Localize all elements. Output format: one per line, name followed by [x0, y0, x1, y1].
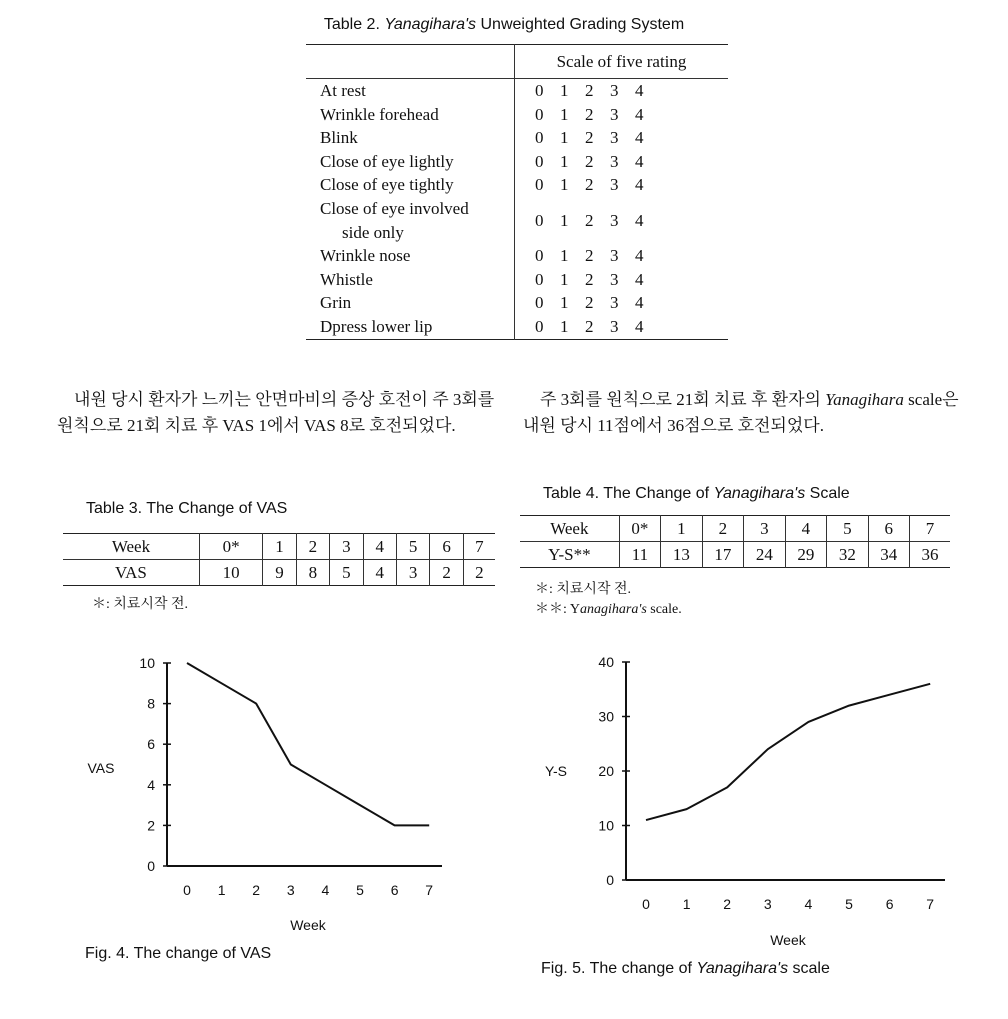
table4-caption-prefix: Table 4. The Change of: [543, 485, 714, 502]
table2-body: [306, 79, 728, 340]
y-tick-label: 4: [147, 776, 155, 793]
table3-data-row: [63, 560, 495, 586]
table3: [63, 533, 495, 586]
table3-row-cell: 10: [199, 560, 262, 586]
table2-scale-value: 0: [535, 175, 544, 195]
fig5-caption-name: Yanagihara's: [696, 960, 789, 977]
table2-scale-value: 2: [585, 151, 594, 171]
x-tick-label: 3: [763, 896, 772, 912]
table2-scale-value: 3: [610, 151, 619, 171]
table4-row-cell: 24: [744, 542, 785, 568]
x-tick-label: 3: [286, 882, 295, 898]
table2-scale-value: 1: [560, 151, 569, 171]
y-axis-label: Y-S: [544, 763, 568, 779]
table4-note2-suffix: scale.: [646, 602, 682, 617]
table2-scale-value: 3: [610, 293, 619, 313]
x-tick-label: 7: [926, 896, 935, 912]
paragraph-yanagihara-before: 주 3회를 원칙으로 21회 치료 후 환자의: [523, 390, 826, 409]
table2-scale-value: 0: [535, 246, 544, 266]
table3-row-cell: 4: [363, 560, 396, 586]
table2-row: [306, 79, 728, 103]
table4-header-cell: 6: [868, 516, 909, 542]
x-tick-label: 2: [723, 896, 732, 912]
table2-header-blank: [306, 45, 515, 79]
x-tick-label: 4: [321, 882, 330, 898]
table2-row-label: [306, 291, 515, 315]
table2-row-label: [306, 315, 515, 339]
table2-row: [306, 291, 728, 315]
table4-row-cell: Y-S**: [548, 544, 591, 564]
series-line: [187, 663, 429, 825]
table2-row-values: [515, 197, 729, 244]
table4-row-cell: 11: [619, 542, 660, 568]
table4-row-cell: 34: [868, 542, 909, 568]
table2-header-row: [306, 45, 728, 79]
table2-row-label-line1: Grin: [320, 293, 352, 313]
table4-caption-suffix: Scale: [805, 485, 850, 502]
table2-row-values: [515, 173, 729, 197]
table2-scale-value: 3: [610, 316, 619, 336]
table2-row-label: [306, 103, 515, 127]
table2-scale-value: 4: [635, 81, 644, 100]
table2-scale-value: 2: [585, 104, 594, 124]
table2-scale-value: 0: [535, 104, 544, 124]
table2-row-label: [306, 197, 515, 244]
table2-row: [306, 103, 728, 127]
y-tick-label: 10: [598, 817, 614, 834]
y-tick-label: 20: [598, 763, 614, 779]
table2-scale-value: 1: [560, 81, 569, 100]
table2-row-label-line1: Dpress lower lip: [320, 316, 433, 336]
table4-row-cell: 32: [827, 542, 868, 568]
table3-header-cell: Week: [111, 536, 151, 556]
table2-scale-value: 3: [610, 269, 619, 289]
table4-data-row: [520, 542, 950, 568]
series-line: [646, 684, 930, 820]
table4-header-cell: 7: [910, 516, 950, 542]
table2-header-scale: Scale of five rating: [556, 51, 687, 71]
table2-scale-value: 2: [585, 293, 594, 313]
table2-scale-value: 0: [535, 269, 544, 289]
fig4-caption: Fig. 4. The change of VAS: [85, 945, 272, 962]
table4-row-cell: 13: [661, 542, 702, 568]
table2-scale-value: 2: [585, 128, 594, 148]
table2-row: [306, 315, 728, 339]
table2-row: [306, 126, 728, 150]
table4-header-row: [520, 516, 950, 542]
x-tick-label: 6: [390, 882, 399, 898]
table4-row-cell: 36: [910, 542, 950, 568]
y-tick-label: 8: [147, 695, 155, 712]
table3-header-cell: 3: [330, 534, 363, 560]
y-tick-label: 30: [598, 708, 614, 725]
table2-scale-value: 3: [610, 104, 619, 124]
x-tick-label: 5: [845, 896, 853, 912]
table3-header-cell: 6: [430, 534, 463, 560]
table4-note2-prefix: ＊＊: Y: [535, 602, 580, 617]
table4-note2-name: anagihara's: [579, 602, 647, 617]
x-tick-label: 0: [183, 882, 191, 898]
x-tick-label: 1: [682, 896, 691, 912]
x-axis-label: Week: [290, 917, 326, 933]
table2-scale-value: 3: [610, 128, 619, 148]
table3-header-cell: 0*: [199, 534, 262, 560]
paragraph-yanagihara-after: scale은 내원 당시 11점에서 36점으로 호전되었다.: [523, 390, 959, 435]
table2-scale-value: 1: [560, 316, 569, 336]
table2-scale-value: 4: [635, 246, 644, 266]
fig5-caption-suffix: scale: [788, 960, 830, 977]
y-tick-label: 40: [598, 654, 614, 670]
table2-scale-value: 3: [610, 246, 619, 266]
table3-header-cell: 7: [463, 534, 495, 560]
table4-note2: [535, 598, 682, 618]
table2-scale-value: 4: [635, 269, 644, 289]
table2-scale-value: 3: [610, 81, 619, 100]
table2-scale-value: 1: [560, 269, 569, 289]
x-tick-label: 6: [885, 896, 894, 912]
y-tick-label: 6: [147, 736, 155, 753]
table2-row-label: [306, 126, 515, 150]
table2: [306, 44, 728, 340]
table3-header-cell: 2: [296, 534, 329, 560]
table2-scale-value: 3: [610, 175, 619, 195]
y-axis-label: VAS: [87, 760, 115, 776]
table2-scale-value: 4: [635, 128, 644, 148]
table4-header-cell: Week: [550, 518, 589, 538]
x-tick-label: 2: [252, 882, 261, 898]
table2-row-label: [306, 244, 515, 268]
y-tick-label: 0: [147, 858, 155, 874]
table2-row: [306, 150, 728, 174]
table3-header-row: [63, 534, 495, 560]
table2-scale-value: 0: [535, 293, 544, 313]
fig5-caption: [541, 960, 830, 978]
table2-row-label: [306, 150, 515, 174]
table3-row-cell: 2: [463, 560, 495, 586]
table2-scale-value: 4: [635, 210, 644, 230]
table2-row-values: [515, 268, 729, 292]
table2-scale-value: 0: [535, 151, 544, 171]
table3-row-cell: 8: [296, 560, 329, 586]
x-tick-label: 1: [217, 882, 226, 898]
paragraph-yanagihara-name: Yanagihara: [825, 390, 904, 409]
table3-header-cell: 4: [363, 534, 396, 560]
table4-header-cell: 4: [785, 516, 826, 542]
table2-scale-value: 4: [635, 151, 644, 171]
paragraph-yanagihara: [523, 387, 963, 439]
table2-row: [306, 173, 728, 197]
table2-caption-prefix: Table 2.: [323, 16, 385, 33]
table2-scale-value: 2: [585, 81, 594, 100]
table2-scale-value: 4: [635, 316, 644, 336]
table2-row-values: [515, 315, 729, 339]
table2-caption-suffix: Unweighted Grading System: [476, 16, 685, 33]
table3-header-cell: 5: [396, 534, 429, 560]
table4-header-cell: 2: [702, 516, 743, 542]
table2-scale-value: 2: [585, 210, 594, 230]
table2-row-label-line1: At rest: [320, 81, 366, 100]
table2-row-label-line1: Close of eye tightly: [320, 175, 454, 195]
table2-row-label: [306, 79, 515, 103]
table2-row-label-line1: Close of eye lightly: [320, 151, 454, 171]
table2-caption: [0, 16, 1008, 34]
table2-scale-value: 0: [535, 81, 544, 100]
table3-row-cell: 3: [396, 560, 429, 586]
table4-note1: ＊: 치료시작 전.: [535, 582, 632, 597]
table2-scale-value: 1: [560, 104, 569, 124]
table2-row-label: [306, 173, 515, 197]
paragraph-vas: 내원 당시 환자가 느끼는 안면마비의 증상 호전이 주 3회를 원칙으로 21회 치료 후 VAS 1에서 VAS 8로 호전되었다.: [57, 390, 495, 435]
x-axis-label: Week: [770, 932, 806, 948]
table3-row-cell: 5: [330, 560, 363, 586]
table2-row-values: [515, 126, 729, 150]
table2-scale-value: 2: [585, 246, 594, 266]
table2-scale-value: 0: [535, 316, 544, 336]
table2-row-label-line1: Close of eye involved: [320, 198, 469, 218]
table4-header-cell: 5: [827, 516, 868, 542]
table2-scale-value: 4: [635, 104, 644, 124]
table2-scale-value: 1: [560, 210, 569, 230]
table2-row: [306, 197, 728, 244]
table2-scale-value: 1: [560, 128, 569, 148]
table4-row-cell: 29: [785, 542, 826, 568]
table2-row: [306, 244, 728, 268]
table3-caption: Table 3. The Change of VAS: [86, 500, 288, 517]
y-tick-label: 2: [147, 817, 155, 834]
table2-row-label-line1: Whistle: [320, 269, 373, 289]
table4-header-cell: 0*: [619, 516, 660, 542]
y-tick-label: 0: [606, 872, 614, 888]
table2-row-values: [515, 79, 729, 103]
table2-scale-value: 3: [610, 210, 619, 230]
table2-scale-value: 1: [560, 293, 569, 313]
table2-scale-value: 2: [585, 316, 594, 336]
table2-scale-value: 1: [560, 175, 569, 195]
table4-caption: [543, 485, 850, 503]
table3-note: ＊: 치료시작 전.: [92, 597, 189, 612]
table4-header-cell: 1: [661, 516, 702, 542]
table3-row-cell: 2: [430, 560, 463, 586]
fig5-caption-prefix: Fig. 5. The change of: [541, 960, 697, 977]
table2-row-label: [306, 268, 515, 292]
table2-row-label-line1: Wrinkle nose: [320, 246, 411, 266]
x-tick-label: 7: [425, 882, 434, 898]
table2-row-label-line2: side only: [342, 222, 404, 242]
table2-scale-value: 4: [635, 293, 644, 313]
table2-scale-value: 2: [585, 269, 594, 289]
table2-scale-value: 0: [535, 128, 544, 148]
table3-header-cell: 1: [263, 534, 296, 560]
table2-scale-value: 4: [635, 175, 644, 195]
table2-scale-value: 1: [560, 246, 569, 266]
table2-row-values: [515, 244, 729, 268]
x-tick-label: 5: [356, 882, 364, 898]
table4-caption-name: Yanagihara's: [713, 485, 806, 502]
table3-row-cell: VAS: [115, 562, 147, 582]
table4-header-cell: 3: [744, 516, 785, 542]
table3-row-cell: 9: [263, 560, 296, 586]
y-tick-label: 10: [139, 655, 155, 671]
table2-scale-value: 0: [535, 210, 544, 230]
table2-row-label-line1: Wrinkle forehead: [320, 104, 439, 124]
table4: [520, 515, 950, 568]
table4-row-cell: 17: [702, 542, 743, 568]
table2-scale-value: 2: [585, 175, 594, 195]
table2-row-values: [515, 291, 729, 315]
table2-row-values: [515, 150, 729, 174]
table2-caption-name: Yanagihara's: [384, 16, 477, 33]
x-tick-label: 0: [642, 896, 650, 912]
table2-row: [306, 268, 728, 292]
x-tick-label: 4: [804, 896, 813, 912]
table2-row-values: [515, 103, 729, 127]
table2-row-label-line1: Blink: [320, 128, 358, 148]
